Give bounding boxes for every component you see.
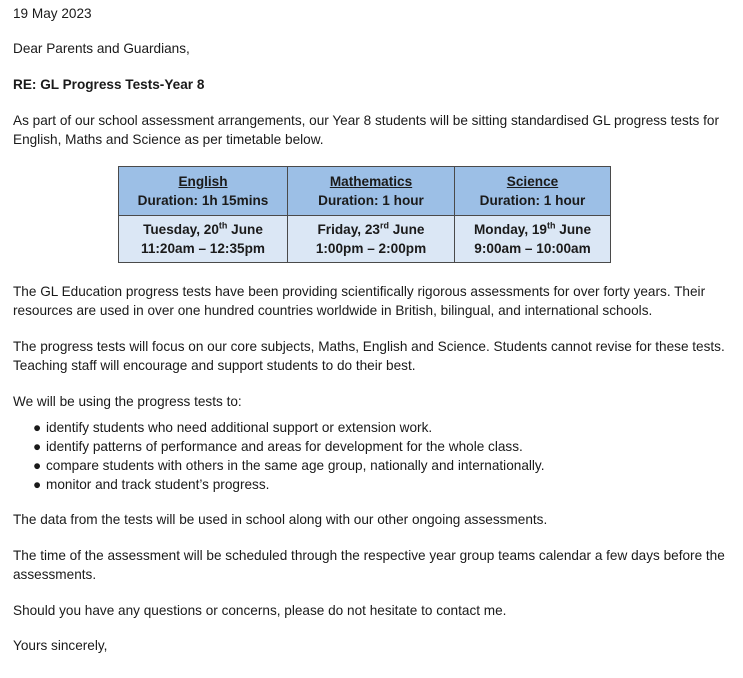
- focus-paragraph: The progress tests will focus on our core subjects, Maths, English and Science. Students cannot revise for these tests. Teaching staff will encourage and support students to do their best.: [13, 338, 725, 373]
- english-subject: English: [178, 173, 228, 189]
- maths-date-cell: [288, 215, 455, 262]
- english-date-suffix: th: [218, 219, 228, 230]
- timetable-date-row: [119, 215, 611, 262]
- science-date-cell: [455, 215, 611, 262]
- letter-subject: RE: GL Progress Tests-Year 8: [13, 77, 205, 92]
- bullet-icon: ●: [33, 439, 42, 454]
- maths-date: Friday, 23rd June: [317, 219, 425, 237]
- english-time: 11:20am – 12:35pm: [141, 240, 265, 256]
- letter-closing: Yours sincerely,: [13, 638, 108, 653]
- maths-duration: Duration: 1 hour: [318, 192, 424, 208]
- science-date-suffix: th: [547, 219, 556, 230]
- science-time: 9:00am – 10:00am: [474, 240, 591, 256]
- history-paragraph: The GL Education progress tests have been providing scientifically rigorous assessments for over forty years. Their resources are used in over one hundred countries worldwide in British, bilingual, and international schools.: [13, 283, 706, 318]
- timetable-header-row: [119, 166, 611, 215]
- data-paragraph: The data from the tests will be used in school along with our other ongoing assessments.: [13, 512, 548, 527]
- intro-paragraph: As part of our school assessment arrangements, our Year 8 students will be sitting standardised GL progress tests for English, Maths and Science as per timetable below.: [13, 112, 719, 147]
- bullet-icon: ●: [33, 477, 42, 492]
- letter-greeting: Dear Parents and Guardians,: [13, 40, 190, 56]
- bullet-icon: ●: [33, 420, 42, 435]
- list-item: ● identify patterns of performance and areas for development for the whole class.: [33, 439, 523, 454]
- letter-date: 19 May 2023: [13, 6, 92, 21]
- list-item: ● identify students who need additional support or extension work.: [33, 420, 433, 435]
- timetable-table: [118, 166, 611, 263]
- schedule-paragraph: The time of the assessment will be scheduled through the respective year group teams calendar a few days before the assessments.: [13, 547, 725, 582]
- maths-subject: Mathematics: [329, 173, 413, 189]
- list-item: ● compare students with others in the same age group, nationally and internationally.: [33, 458, 545, 473]
- english-date-cell: [119, 215, 288, 262]
- list-item: ● monitor and track student’s progress.: [33, 477, 270, 492]
- maths-date-suffix: rd: [379, 219, 389, 230]
- science-header-cell: [455, 166, 611, 215]
- english-header-cell: [119, 166, 288, 215]
- english-duration: Duration: 1h 15mins: [137, 192, 269, 208]
- bullet-icon: ●: [33, 458, 42, 473]
- list-intro: We will be using the progress tests to:: [13, 393, 242, 409]
- letter-page: [13, 4, 725, 656]
- science-subject: Science: [506, 173, 559, 189]
- maths-time: 1:00pm – 2:00pm: [315, 240, 427, 256]
- maths-header-cell: [288, 166, 455, 215]
- science-date: Monday, 19th June: [473, 219, 592, 237]
- english-date: Tuesday, 20th June: [143, 219, 263, 237]
- contact-paragraph: Should you have any questions or concerns, please do not hesitate to contact me.: [13, 602, 507, 618]
- purpose-list: [13, 418, 725, 494]
- science-duration: Duration: 1 hour: [479, 192, 586, 208]
